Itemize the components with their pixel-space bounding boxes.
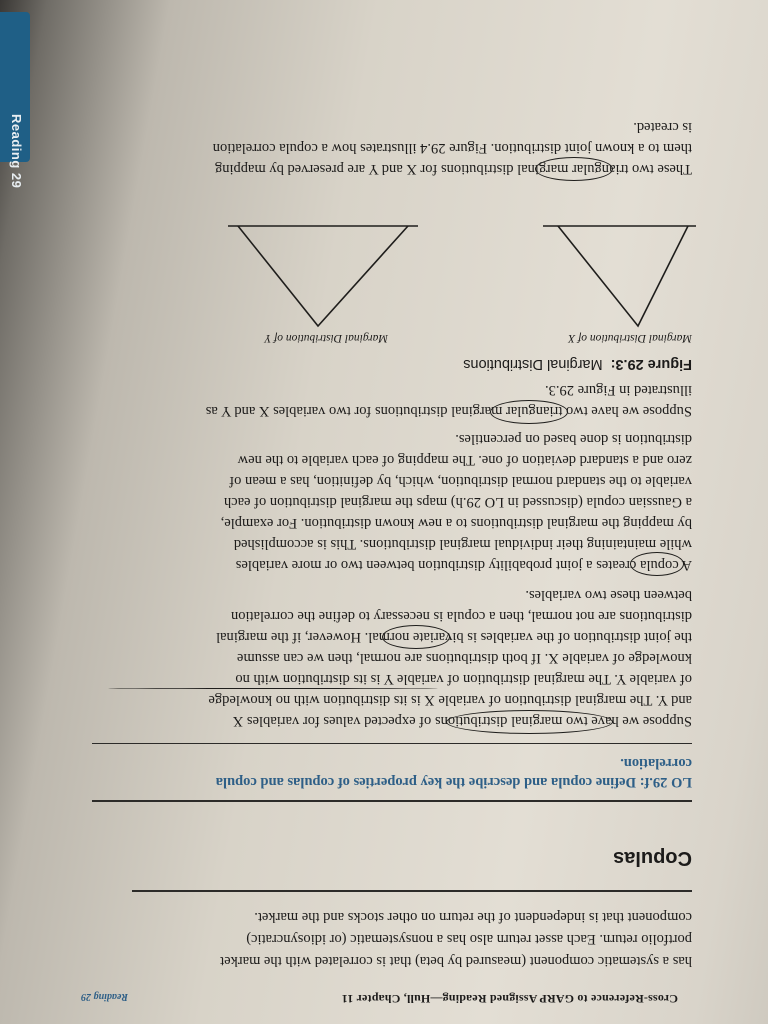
side-tab bbox=[0, 12, 30, 189]
para3-line: illustrated in Figure 29.3. bbox=[545, 382, 692, 398]
para2-line: zero and a standard deviation of one. The mapping of each variable to the new bbox=[237, 452, 692, 468]
para1-line: and Y. The marginal distribution of variable X is its distribution with no knowledge bbox=[208, 692, 692, 708]
learning-objective bbox=[216, 753, 692, 791]
para2-line: while maintaining their individual marginal distributions. This is accomplished bbox=[233, 536, 692, 552]
intro-line: portfolio return. Each asset return also has a nonsystematic (or idiosyncratic) bbox=[246, 931, 692, 947]
para1-line: distributions are not normal, then a copula is necessary to define the correlation bbox=[230, 608, 692, 624]
running-head: Cross-Reference to GARP Assigned Reading—Hull, Chapter 11 bbox=[341, 992, 678, 1006]
side-tab-label: Reading 29 bbox=[9, 114, 24, 189]
pen-circle-triangular-2 bbox=[535, 157, 613, 181]
label-y: Marginal Distribution of Y bbox=[264, 332, 388, 344]
reading-tag: Reading 29 bbox=[81, 991, 128, 1002]
para1-line: knowledge of variable X. If both distributions are normal, then we can assume bbox=[236, 650, 692, 666]
figure-title: Marginal Distributions bbox=[463, 356, 603, 372]
para2-line: by mapping the marginal distributions to a new known distribution. For example, bbox=[220, 515, 692, 531]
para1-line: between these two variables. bbox=[525, 587, 692, 603]
para2-line: A copula creates a joint probability distribution between two or more variables bbox=[235, 557, 692, 573]
figure-caption bbox=[463, 356, 692, 372]
para2-line: variable to the standard normal distribution, which, by definition, has a mean of bbox=[229, 473, 692, 489]
para2-line: distribution is done based on percentiles. bbox=[455, 431, 692, 447]
lo-line-1: LO 29.f: Define copula and describe the key properties of copulas and copula bbox=[215, 774, 692, 790]
triangle-x bbox=[558, 226, 688, 326]
intro-line: has a systematic component (measured by beta) that is correlated with the market bbox=[220, 953, 692, 969]
pen-circle-marginal bbox=[446, 710, 613, 734]
figure-number: Figure 29.3: bbox=[610, 356, 692, 372]
pen-underline bbox=[108, 688, 438, 689]
para4-line: These two triangular marginal distributions for X and Y are preserved by mapping bbox=[214, 161, 692, 177]
section-title: Copulas bbox=[613, 847, 692, 869]
lo-rule bbox=[92, 800, 692, 802]
pen-circle-bivariate bbox=[382, 625, 450, 649]
para4-line: them to a known joint distribution. Figure 29.4 illustrates how a copula correlation bbox=[212, 140, 692, 156]
lo-line-2: correlation. bbox=[620, 755, 692, 771]
para1-line: the joint distribution of the variables is bivariate normal. However, if the marginal bbox=[216, 629, 692, 645]
para1-line: of variable Y. The marginal distribution of variable Y is its distribution with no bbox=[235, 671, 692, 687]
lo-rule-bottom bbox=[92, 743, 692, 744]
intro-line: component that is independent of the return on other stocks and the market. bbox=[254, 909, 692, 925]
section-rule bbox=[132, 890, 692, 892]
para2-line: a Gaussian copula (discussed in LO 29.h) maps the marginal distribution of each bbox=[223, 494, 692, 510]
para1-line: Suppose we have two marginal distributions of expected values for variables X bbox=[232, 713, 692, 729]
triangle-y bbox=[238, 226, 408, 326]
marginal-distributions-figure bbox=[108, 214, 708, 344]
pen-circle-copula bbox=[630, 552, 684, 576]
label-x: Marginal Distribution of X bbox=[568, 332, 692, 344]
para4-line: is created. bbox=[633, 119, 692, 135]
pen-circle-triangular bbox=[490, 400, 568, 424]
para3-line: Suppose we have two triangular marginal distributions for two variables X and Y as bbox=[205, 403, 692, 419]
